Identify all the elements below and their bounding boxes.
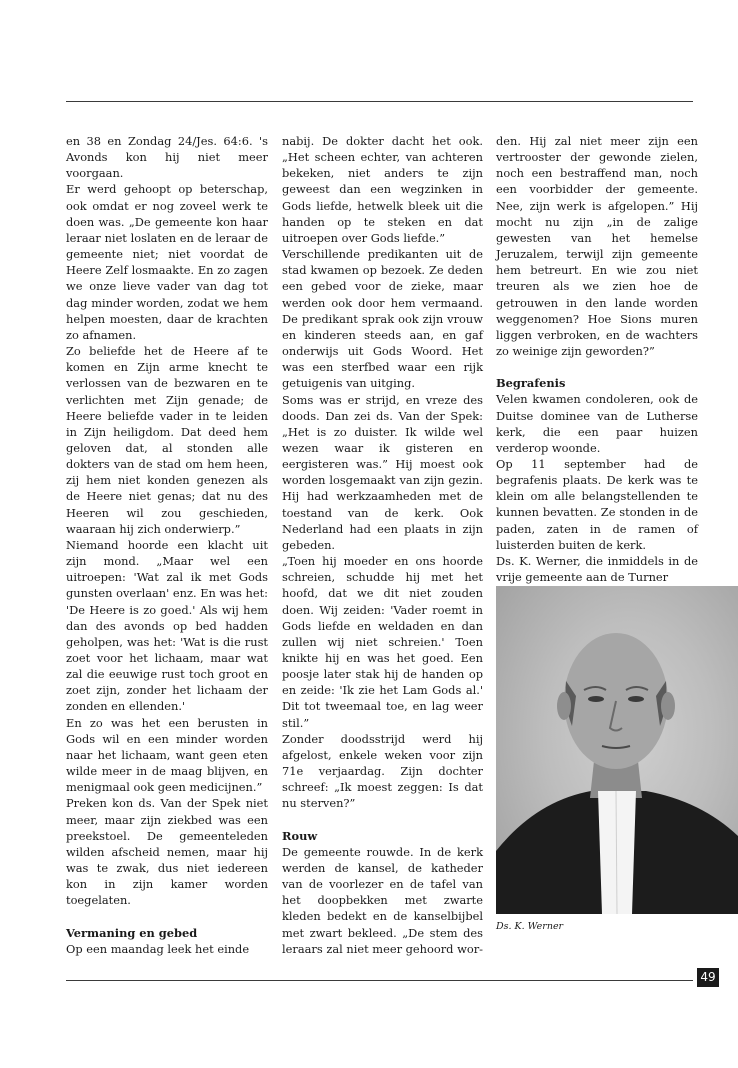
column-2 <box>282 133 483 957</box>
paragraph: Zonder doodsstrijd werd hij afgelost, enkele weken voor zijn 71e verjaardag. Zijn dochter schreef: „Ik moest zeggen: Is dat nu sterven?” <box>282 731 483 811</box>
top-rule <box>66 101 693 102</box>
bottom-rule <box>66 980 693 981</box>
paragraph: Niemand hoorde een klacht uit zijn mond. „Maar wel een uitroepen: 'Wat zal ik met Gods gunsten overlaan' enz. En was het: 'De Heere is zo goed.' Als wij hem dan des avonds op bed hadden geholpen, was het: 'Wat is die rust zoet voor het lichaam, maar wat zal die eeuwige rust toch groot en zoet zijn, zonder het lichaam der zonden en ellenden.' <box>66 537 268 714</box>
paragraph: Ds. K. Werner, die inmiddels in de vrije gemeente aan de Turner <box>496 553 698 585</box>
photo-caption: Ds. K. Werner <box>496 921 564 932</box>
section-heading-vermaning: Vermaning en gebed <box>66 925 198 940</box>
page-number: 49 <box>697 968 719 987</box>
paragraph: den. Hij zal niet meer zijn een vertrooster der gewonde zielen, noch een bestraffend man, noch een voorbidder der gemeente. Nee, zijn werk is afgelopen.” Hij mocht nu zijn „in de zalige gewesten van het hemelse Jeruzalem, terwijl zijn gemeente hem betreurt. En wie zou niet treuren als we zien hoe de getrouwen in den lande worden weggenomen? Hoe Sions muren liggen verbroken, en de wachters zo weinige zijn geworden?” <box>496 134 698 359</box>
paragraph: Zo beliefde het de Heere af te komen en Zijn arme knecht te verlossen van de bezwaren en te verlichten met Zijn genade; de Heere beliefde vader in te leiden in Zijn heiligdom. Dat deed hem geloven dat, al stonden alle dokters van de stad om hem heen, zij hem niet konden genezen als de Heere niet genas; dat nu des Heeren wil zou geschieden, waaraan hij zich onderwierp.” <box>66 344 268 536</box>
paragraph: Preken kon ds. Van der Spek niet meer, maar zijn ziekbed was een preekstoel. De gemeenteleden wilden afscheid nemen, maar hij was te zwak, dus niet iedereen kon in zijn kamer worden toegelaten. <box>66 796 268 908</box>
paragraph: Soms was er strijd, en vreze des doods. Dan zei ds. Van der Spek: „Het is zo duister. Ik wilde wel wezen waar ik gisteren en eergisteren was.” Hij moest ook worden losgemaakt van zijn gezin. Hij had werkzaamheden met de toestand van de kerk. Ook Nederland had een plaats in zijn gebeden. <box>282 392 483 552</box>
paragraph: Op 11 september had de begrafenis plaats. De kerk was te klein om alle belangstellenden te kunnen bevatten. Ze stonden in de paden, zaten in de ramen of luisterden buiten de kerk. <box>496 456 698 552</box>
paragraph: En zo was het een berusten in Gods wil en een minder worden naar het lichaam, want geen eten wilde meer in de maag blijven, en menigmaal ook geen medicijnen.” <box>66 715 268 795</box>
paragraph: Er werd gehoopt op beterschap, ook omdat er nog zoveel werk te doen was. „De gemeente kon haar leraar niet loslaten en de leraar de gemeente niet; niet voordat de Heere Zelf losmaakte. En zo zagen we onze lieve vader van dag tot dag minder worden, zodat we hem helpen moesten, daar de krachten zo afnamen. <box>66 182 268 342</box>
paragraph: nabij. De dokter dacht het ook. „Het scheen echter, van achteren bekeken, niet anders te zijn geweest dan een wegzinken in Gods liefde, hetwelk bleek uit die handen op te steken en dat uitroepen over Gods liefde.” <box>282 134 483 245</box>
column-1 <box>66 133 268 957</box>
paragraph: Op een maandag leek het einde <box>66 941 250 956</box>
portrait-photo <box>496 586 738 914</box>
paragraph: De gemeente rouwde. In de kerk werden de kansel, de katheder van de voorlezer en de tafel van het doopbekken met zwarte kleden bedekt en de kanselbijbel met zwart bekleed. „De stem des leraars zal niet meer gehoord wor- <box>282 844 483 956</box>
section-heading-rouw: Rouw <box>282 828 318 843</box>
column-3 <box>496 133 698 585</box>
paragraph: Verschillende predikanten uit de stad kwamen op bezoek. Ze deden een gebed voor de zieke, maar werden ook door hem vermaand. De predikant sprak ook zijn vrouw en kinderen steeds aan, en gaf onderwijs uit Gods Woord. Het was een sterfbed waar een rijk getuigenis van uitging. <box>282 247 483 391</box>
paragraph: Velen kwamen condoleren, ook de Duitse dominee van de Lutherse kerk, die een paar huizen verderop woonde. <box>496 392 698 455</box>
portrait-illustration <box>496 586 738 914</box>
section-heading-begrafenis: Begrafenis <box>496 376 566 391</box>
paragraph: „Toen hij moeder en ons hoorde schreien, schudde hij met het hoofd, dat we dit niet zouden doen. Wij zeiden: 'Vader roemt in Gods liefde en weldaden en dan zullen wij niet schreien.' Toen knikte hij en was het goed. Een poosje later stak hij de handen op en zeide: 'Ik zie het Lam Gods al.' Dit tot tweemaal toe, en lag weer stil.” <box>282 554 483 730</box>
paragraph: en 38 en Zondag 24/Jes. 64:6. 's Avonds kon hij niet meer voorgaan. <box>66 134 268 181</box>
